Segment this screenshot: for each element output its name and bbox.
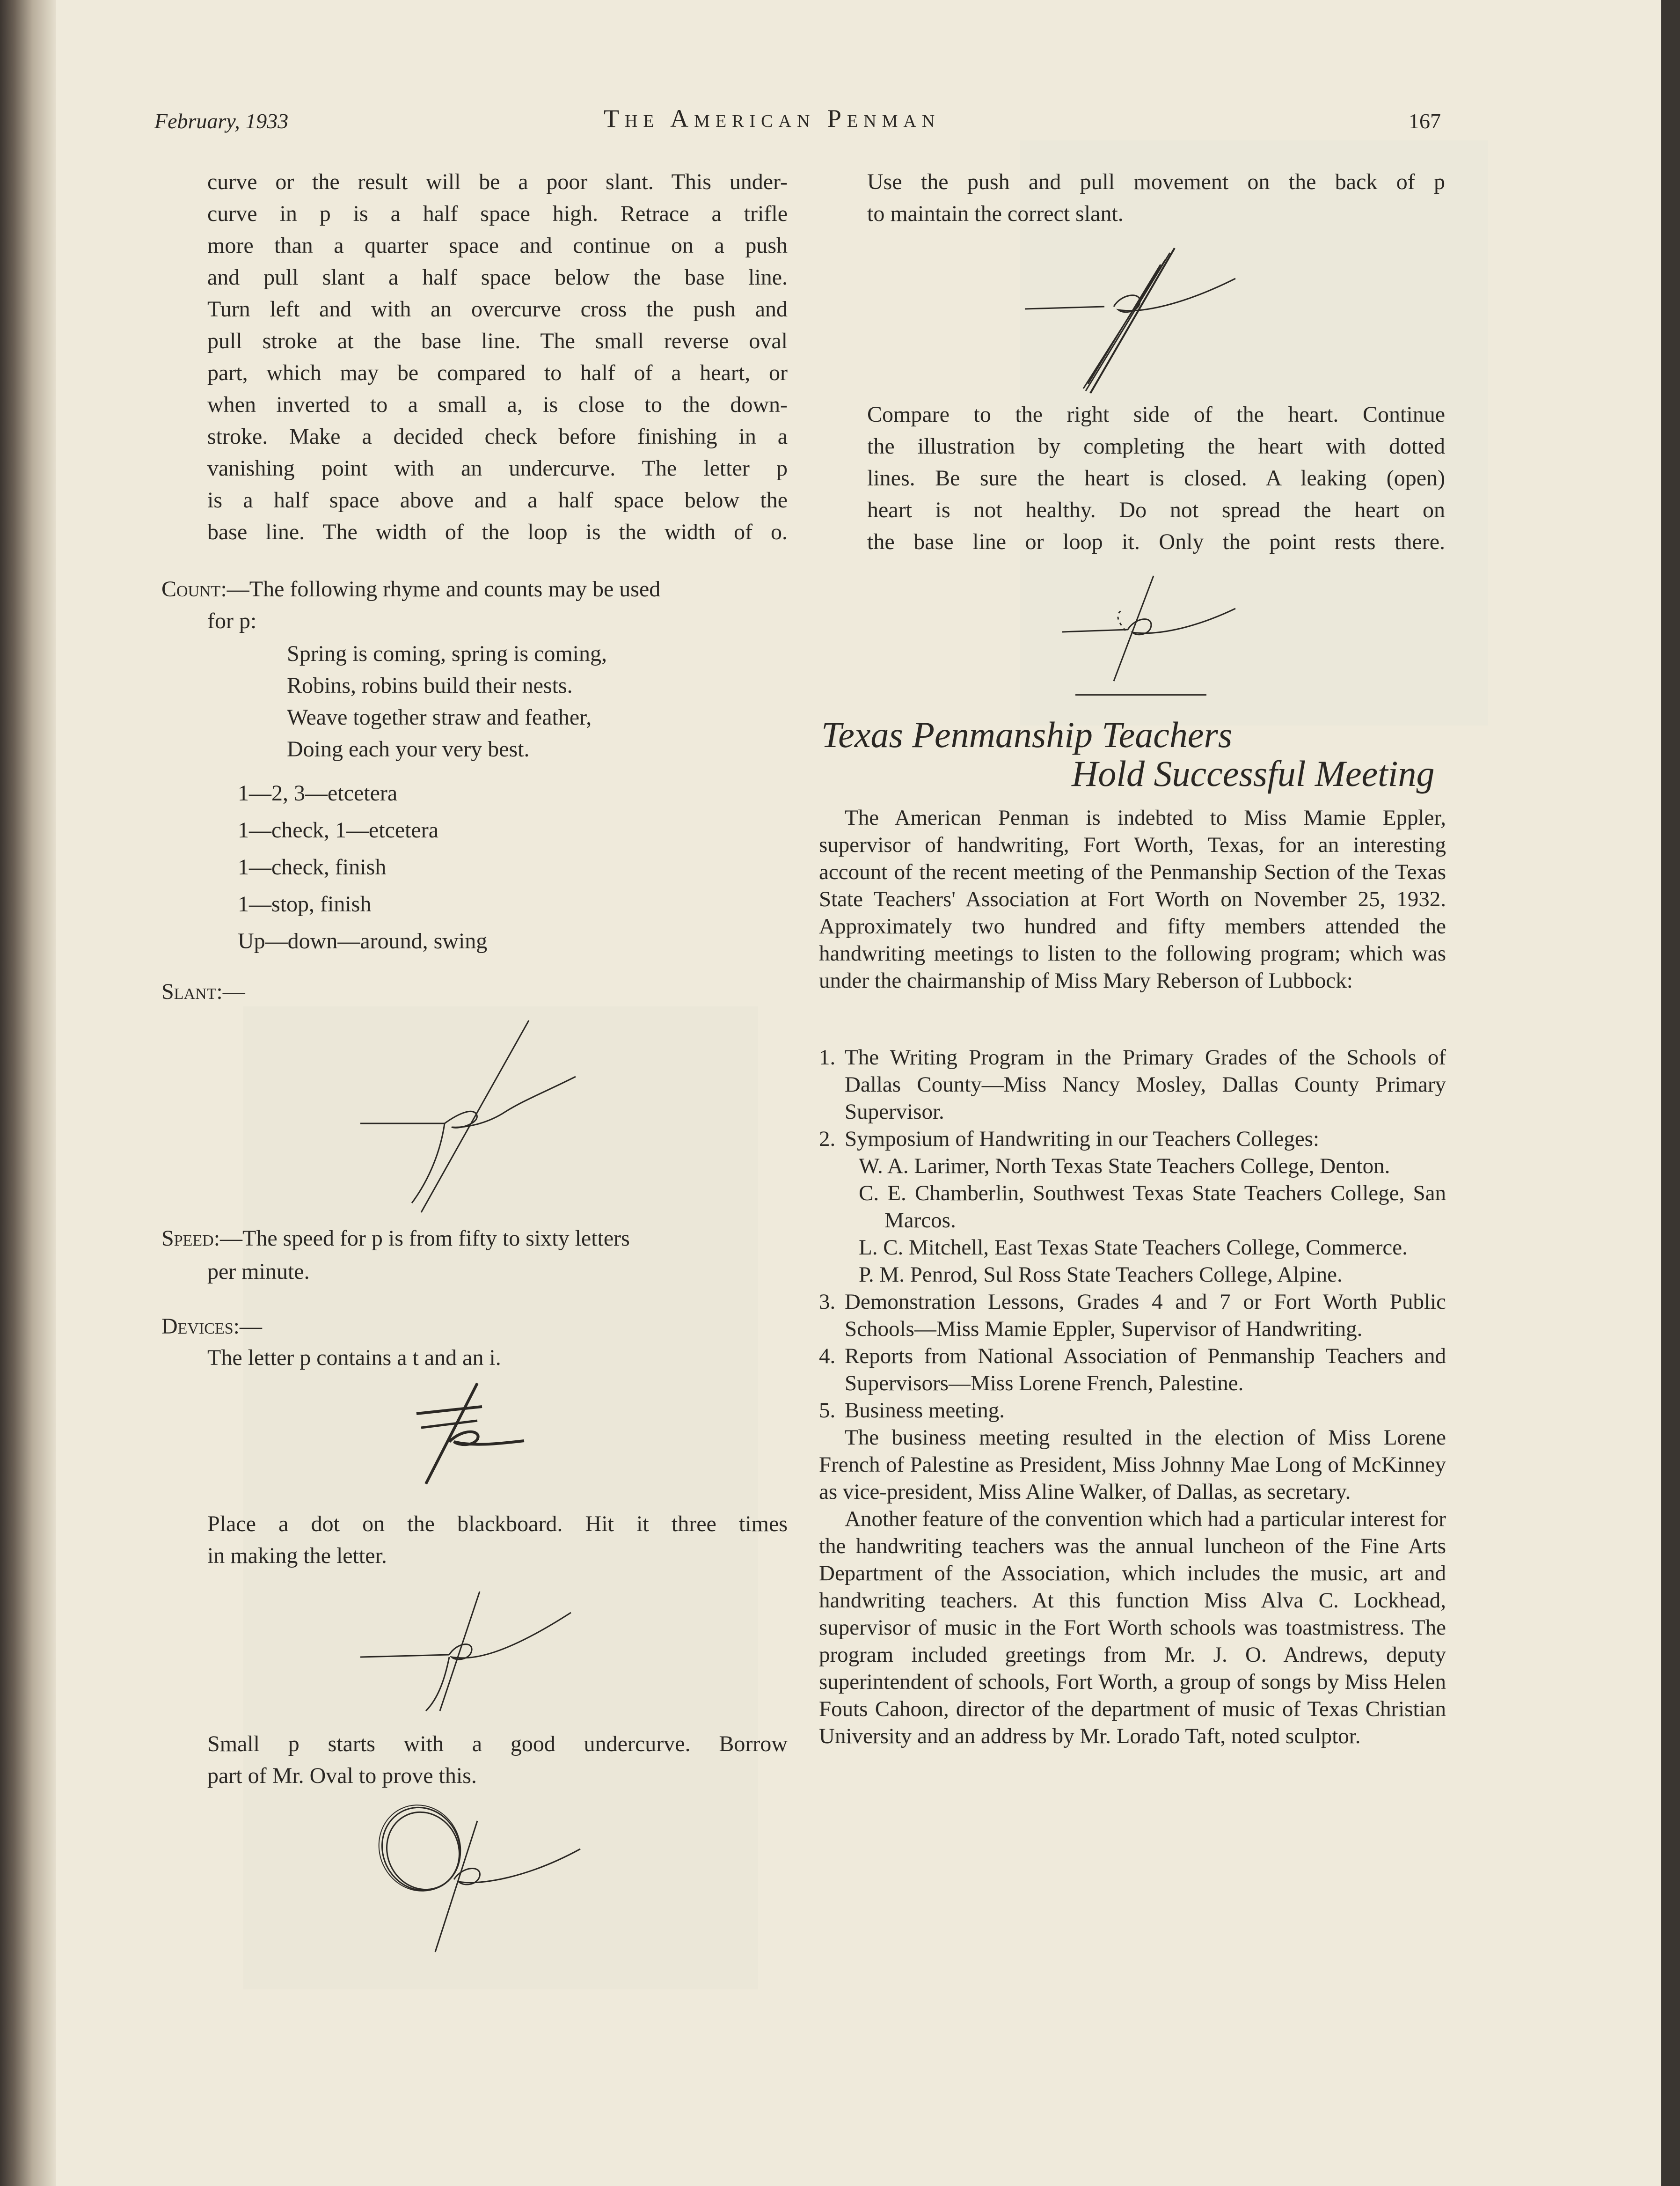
symposium-item: W. A. Larimer, North Texas State Teachers College, Denton.: [859, 1154, 1390, 1178]
p-t-i-illustration: [407, 1381, 529, 1493]
binding-gutter: [0, 0, 56, 2186]
text-line: part of Mr. Oval to prove this.: [207, 1763, 477, 1788]
slant-dash: —: [222, 979, 245, 1004]
program-item: [819, 1288, 1446, 1342]
program-item: [819, 1125, 1446, 1152]
rhyme-line: Weave together straw and feather,: [287, 705, 592, 730]
oval-paragraph: [207, 1728, 788, 1792]
text-line: and pull slant a half space below the base line.: [207, 265, 788, 290]
text-line: Turn left and with an overcurve cross the push and: [207, 297, 788, 322]
count-item: Up—down—around, swing: [238, 929, 488, 954]
symposium-item: L. C. Mitchell, East Texas State Teachers College, Commerce.: [859, 1235, 1408, 1260]
devices-dash: —: [240, 1314, 262, 1339]
rhyme-line: Robins, robins build their nests.: [287, 673, 573, 698]
feature-paragraph: Another feature of the convention which had a particular interest for the handwriting teachers was the annual luncheon of the Fine Arts Department of the Association, which includes the music, art and handwriting teachers. At this function Miss Alva C. Lockhead, supervisor of music in the Fort Worth schools was toastmistress. The program included greetings from Mr. J. O. Andrews, deputy superintendent of schools, Fort Worth, a group of songs by Miss Helen Fouts Cahoon, director of the department of music of Texas Christian University and an address by Mr. Lorado Taft, noted sculptor.: [819, 1507, 1446, 1748]
text-line: stroke. Make a decided check before finishing in a: [207, 424, 788, 449]
counts-list: [238, 775, 487, 960]
rhyme-block: [287, 638, 607, 765]
section-divider: [1075, 694, 1206, 696]
symposium-item: C. E. Chamberlin, Southwest Texas State Teachers College, San Marcos.: [859, 1181, 1446, 1232]
text-line: Use the push and pull movement on the back of p: [867, 169, 1445, 194]
text-line: vanishing point with an undercurve. The letter p: [207, 456, 788, 481]
text-line: when inverted to a small a, is close to the down-: [207, 392, 788, 417]
symposium-item: P. M. Penrod, Sul Ross State Teachers College, Alpine.: [859, 1262, 1343, 1287]
text-line: part, which may be compared to half of a heart, or: [207, 360, 788, 385]
text-line: heart is not healthy. Do not spread the heart on: [867, 498, 1445, 522]
page-number: 167: [1409, 109, 1441, 133]
speed-text-continued: per minute.: [207, 1259, 310, 1284]
text-line: Compare to the right side of the heart. Continue: [867, 402, 1445, 427]
left-intro-paragraph: [207, 166, 788, 548]
speed-heading: Speed:: [161, 1226, 220, 1251]
dot-p-illustration: [356, 1587, 580, 1718]
text-line: is a half space above and a half space below the: [207, 488, 788, 513]
program-item-text: Symposium of Handwriting in our Teachers Colleges:: [845, 1127, 1320, 1151]
count-item: 1—check, 1—etcetera: [238, 818, 439, 843]
text-line: Small p starts with a good undercurve. Borrow: [207, 1731, 788, 1756]
text-line: more than a quarter space and continue on a push: [207, 233, 788, 258]
rhyme-line: Doing each your very best.: [287, 737, 530, 762]
count-text: —The following rhyme and counts may be used: [226, 577, 661, 602]
program-item: [819, 1342, 1446, 1397]
text-line: the illustration by completing the heart with dotted: [867, 434, 1445, 459]
text-line: base line. The width of the loop is the width of o.: [207, 520, 788, 544]
text-line: in making the letter.: [207, 1543, 387, 1568]
program-item-text: Business meeting.: [845, 1398, 1005, 1423]
program-item-number: 2.: [819, 1127, 836, 1151]
speed-line: [161, 1223, 630, 1254]
speed-text: —The speed for p is from fifty to sixty letters: [220, 1226, 630, 1251]
count-item: 1—stop, finish: [238, 892, 372, 917]
push-pull-illustration: [1020, 239, 1245, 398]
program-list: [819, 1044, 1446, 1750]
count-item: 1—check, finish: [238, 855, 387, 880]
text-line: pull stroke at the base line. The small reverse oval: [207, 329, 788, 353]
slant-p-illustration: [356, 1016, 590, 1222]
program-item-number: 4.: [819, 1344, 836, 1368]
program-item-number: 1.: [819, 1045, 836, 1070]
program-item: [819, 1044, 1446, 1125]
heart-paragraph: [867, 399, 1445, 558]
slant-heading: Slant:: [161, 979, 223, 1004]
program-item-text: Reports from National Association of Penmanship Teachers and Supervisors—Miss Lorene French, Palestine.: [845, 1344, 1446, 1395]
article-intro-text: The American Penman is indebted to Miss Mamie Eppler, supervisor of handwriting, Fort Worth, Texas, for an interesting account of the recent meeting of the Penmanship Section of the Texas State Teachers' Association at Fort Worth on November 25, 1932. Approximately two hundred and fifty members attended the handwriting meetings to listen to the following program; which was under the chairmanship of Miss Mary Reberson of Lubbock:: [819, 806, 1446, 993]
symposium-list: [819, 1152, 1446, 1288]
count-heading: Count:: [161, 577, 227, 602]
devices-text: The letter p contains a t and an i.: [207, 1345, 501, 1370]
article-title-line2: Hold Successful Meeting: [1072, 753, 1435, 794]
magazine-title: The American Penman: [604, 104, 941, 132]
oval-p-illustration: [374, 1802, 590, 1957]
count-line: [161, 573, 660, 605]
program-item-text: Demonstration Lessons, Grades 4 and 7 or Fort Worth Public Schools—Miss Mamie Eppler, Supervisor of Handwriting.: [845, 1290, 1446, 1341]
rhyme-line: Spring is coming, spring is coming,: [287, 641, 607, 666]
count-item: 1—2, 3—etcetera: [238, 781, 398, 806]
push-pull-paragraph: [867, 166, 1445, 230]
devices-heading: Devices:: [161, 1314, 240, 1339]
heart-p-illustration: [1058, 569, 1245, 686]
text-line: curve or the result will be a poor slant. This under-: [207, 169, 788, 194]
text-line: curve in p is a half space high. Retrace a trifle: [207, 201, 788, 226]
program-item-number: 3.: [819, 1290, 836, 1314]
devices-line: [161, 1311, 262, 1342]
business-paragraph: The business meeting resulted in the election of Miss Lorene French of Palestine as President, Miss Johnny Mae Long of McKinney as vice-president, Miss Aline Walker, of Dallas, as secretary.: [819, 1425, 1446, 1504]
dot-paragraph: [207, 1508, 788, 1572]
program-item-number: 5.: [819, 1398, 836, 1423]
count-text-continued: for p:: [207, 609, 257, 633]
article-intro: [819, 804, 1446, 994]
program-item-text: The Writing Program in the Primary Grades of the Schools of Dallas County—Miss Nancy Mosley, Dallas County Primary Supervisor.: [845, 1045, 1446, 1124]
text-line: lines. Be sure the heart is closed. A leaking (open): [867, 466, 1445, 491]
slant-line: [161, 976, 245, 1008]
article-title-line1: Texas Penmanship Teachers: [821, 714, 1233, 755]
text-line: the base line or loop it. Only the point rests there.: [867, 529, 1445, 554]
text-line: to maintain the correct slant.: [867, 201, 1124, 226]
program-item: [819, 1397, 1446, 1424]
text-line: Place a dot on the blackboard. Hit it three times: [207, 1511, 788, 1536]
issue-date: February, 1933: [154, 109, 289, 133]
